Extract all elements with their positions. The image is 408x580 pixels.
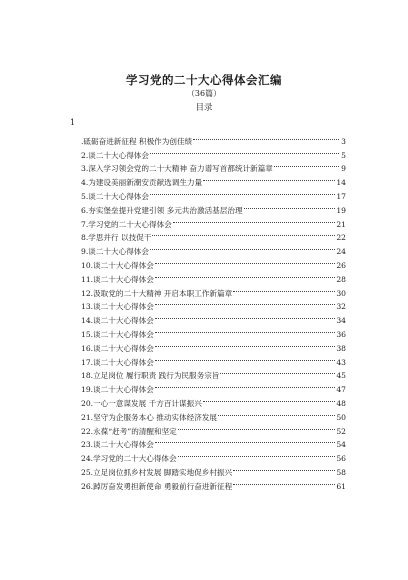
toc-entry-page: 26 <box>336 260 346 270</box>
toc-entry-title: 16.谈二十大心得体会 <box>81 343 154 353</box>
toc-dot-leader <box>220 365 335 379</box>
toc-dot-leader <box>178 420 336 434</box>
toc-dot-leader <box>155 337 336 351</box>
toc-dot-leader <box>152 227 335 241</box>
toc-entry-page: 52 <box>336 426 346 436</box>
toc-dot-leader <box>274 158 339 172</box>
toc-entry-title: 21.坚守为企服务本心 推动实体经济发展 <box>81 412 217 422</box>
toc-entry-page: 58 <box>336 467 346 477</box>
toc-dot-leader <box>203 392 336 406</box>
toc-entry-page: 30 <box>336 288 346 298</box>
toc-entry-title: 23.谈二十大心得体会 <box>81 440 154 450</box>
toc-dot-leader <box>155 309 336 323</box>
toc-entry-title: 13.谈二十大心得体会 <box>81 302 154 312</box>
toc-entry-page: 28 <box>336 274 346 284</box>
toc-entry-page: 24 <box>336 247 346 257</box>
toc-entry-page: 3 <box>341 136 346 146</box>
toc-entry-title: 3.深入学习领会党的二十大精神 奋力谱写首都统计新篇章 <box>81 164 273 174</box>
toc-entry-page: 56 <box>336 454 346 464</box>
toc-dot-leader <box>233 461 335 475</box>
section-number: 1 <box>70 118 76 127</box>
toc-entry-page: 5 <box>341 150 346 160</box>
toc-entry-title: 22.永葆“赶考”的清醒和坚定 <box>81 426 177 436</box>
toc-entry-title: 26.踔厉奋发勇担新使命 勇毅前行奋进新征程 <box>81 481 233 491</box>
table-of-contents <box>81 130 346 489</box>
toc-entry-title: .砥砺奋进新征程 积极作为创佳绩 <box>81 136 193 146</box>
toc-entry-title: 11.谈二十大心得体会 <box>81 274 154 284</box>
toc-dot-leader <box>218 406 335 420</box>
toc-entry-page: 36 <box>336 329 346 339</box>
toc-dot-leader <box>155 323 336 337</box>
toc-entry-page: 34 <box>336 316 346 326</box>
toc-entry-page: 47 <box>336 385 346 395</box>
toc-entry-title: 20.一心一意谋发展 千方百计谋振兴 <box>81 398 202 408</box>
toc-dot-leader <box>178 447 336 461</box>
toc-entry-page: 17 <box>336 191 346 201</box>
toc-dot-leader <box>155 296 336 310</box>
toc-entry-title: 17.谈二十大心得体会 <box>81 357 154 367</box>
toc-entry-page: 19 <box>336 205 346 215</box>
toc-dot-leader <box>173 213 336 227</box>
toc-dot-leader <box>155 434 336 448</box>
document-title: 学习党的二十大心得体会汇编 <box>126 73 282 87</box>
toc-entry-title: 10.谈二十大心得体会 <box>81 260 154 270</box>
toc-entry-page: 38 <box>336 343 346 353</box>
toc-dot-leader <box>233 282 335 296</box>
toc-entry-title: 4.为建设美丽新潮安贡献选调生力量 <box>81 178 203 188</box>
toc-dot-leader <box>150 144 339 158</box>
toc-entry-title: 19.谈二十大心得体会 <box>81 385 154 395</box>
toc-dot-leader <box>155 351 336 365</box>
toc-entry-title: 12.汲取党的二十大精神 开启本职工作新篇章 <box>81 288 233 298</box>
toc-entry-page: 14 <box>336 178 346 188</box>
toc-dot-leader <box>155 254 336 268</box>
toc-entry-title: 6.夯实堡垒提升党建引领 多元共治激活基层治理 <box>81 205 243 215</box>
toc-entry-page: 22 <box>336 233 346 243</box>
toc-entry-title: 14.谈二十大心得体会 <box>81 316 154 326</box>
toc-entry-title: 2.谈二十大心得体会 <box>81 150 149 160</box>
toc-entry-title: 18.立足岗位 履行职责 践行为民服务宗旨 <box>81 371 220 381</box>
toc-entry-title: 8.学思并行 以技促干 <box>81 233 152 243</box>
toc-dot-leader <box>203 171 335 185</box>
toc-dot-leader <box>155 378 336 392</box>
toc-entry-page: 9 <box>341 164 346 174</box>
toc-entry-page: 54 <box>336 440 346 450</box>
toc-entry-page: 61 <box>336 481 346 491</box>
toc-heading: 目录 <box>195 103 213 113</box>
toc-dot-leader <box>244 199 336 213</box>
toc-dot-leader <box>150 240 335 254</box>
toc-entry-title: 9.谈二十大心得体会 <box>81 247 149 257</box>
toc-dot-leader <box>155 268 336 282</box>
document-subtitle: （36篇） <box>186 89 222 98</box>
toc-entry-page: 32 <box>336 302 346 312</box>
toc-entry-title: 25.立足岗位抓乡村发展 脚踏实地促乡村振兴 <box>81 467 233 477</box>
toc-entry-page: 45 <box>336 371 346 381</box>
toc-dot-leader <box>233 475 335 489</box>
toc-entry[interactable] <box>81 130 346 144</box>
toc-entry-page: 48 <box>336 398 346 408</box>
toc-entry-page: 50 <box>336 412 346 422</box>
toc-entry-page: 43 <box>336 357 346 367</box>
toc-entry-title: 15.谈二十大心得体会 <box>81 329 154 339</box>
toc-dot-leader <box>150 185 335 199</box>
toc-entry-title: 24.学习党的二十大心得体会 <box>81 454 177 464</box>
toc-entry-page: 21 <box>336 219 346 229</box>
toc-dot-leader <box>193 130 339 144</box>
toc-entry-title: 5.谈二十大心得体会 <box>81 191 149 201</box>
toc-entry-title: 7.学习党的二十大心得体会 <box>81 219 172 229</box>
